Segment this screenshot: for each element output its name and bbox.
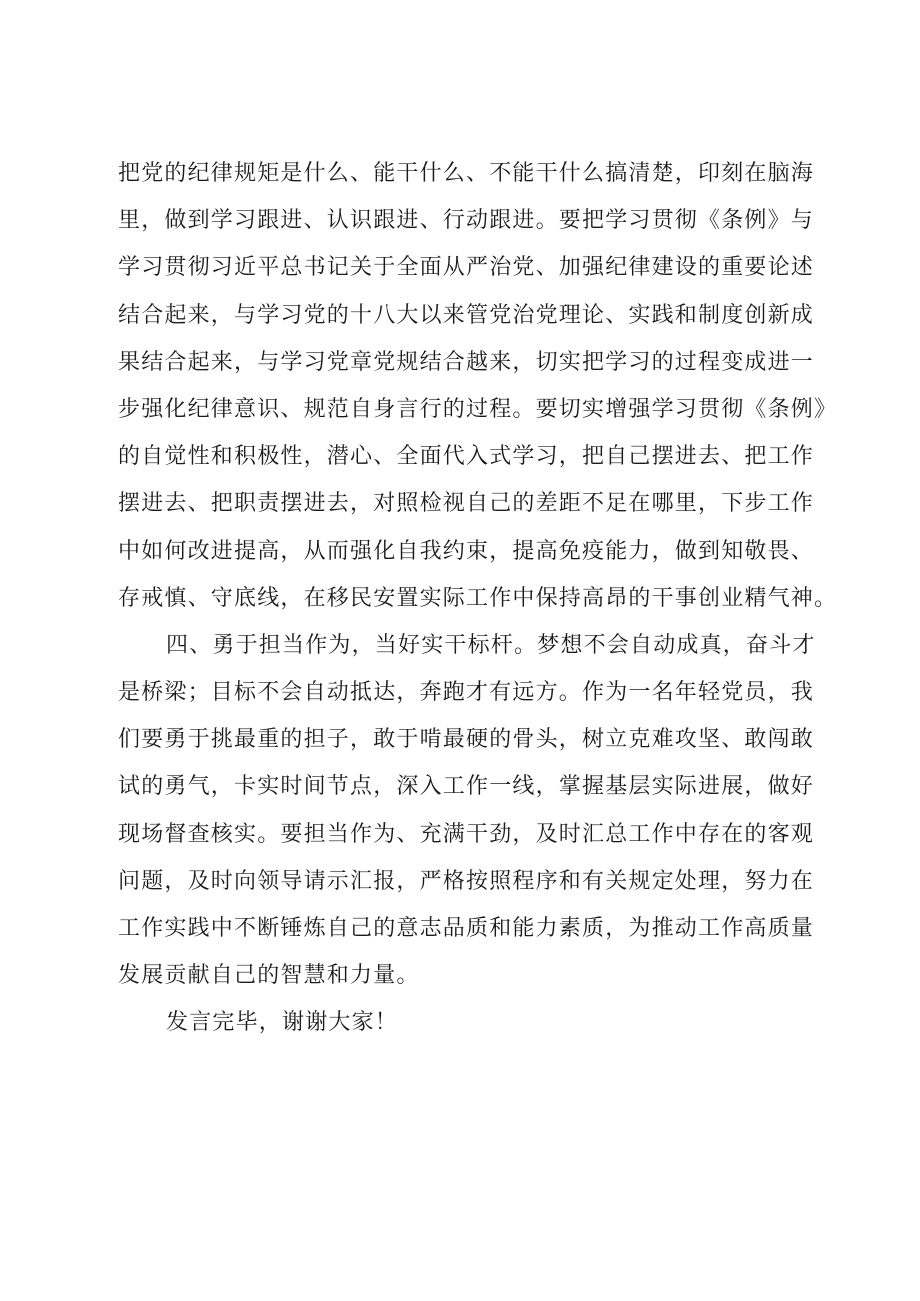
- text-line: 问题，及时向领导请示汇报，严格按照程序和有关规定处理，努力在: [118, 868, 815, 894]
- text-line: 存戒慎、守底线，在移民安置实际工作中保持高昂的干事创业精气神。: [118, 585, 838, 611]
- text-line: 发展贡献自己的智慧和力量。: [118, 963, 420, 989]
- text-line: 试的勇气，卡实时间节点，深入工作一线，掌握基层实际进展，做好: [118, 774, 815, 800]
- closing-line: 发言完毕，谢谢大家！: [166, 1010, 399, 1036]
- text-line: 是桥梁；目标不会自动抵达，奔跑才有远方。作为一名年轻党员，我: [118, 680, 815, 706]
- text-line: 们要勇于挑最重的担子，敢于啃最硬的骨头，树立克难攻坚、敢闯敢: [118, 727, 815, 753]
- text-line: 果结合起来，与学习党章党规结合越来，切实把学习的过程变成进一: [118, 349, 815, 375]
- paragraph-section-four: [118, 622, 816, 1000]
- text-line: 把党的纪律规矩是什么、能干什么、不能干什么搞清楚，印刻在脑海: [118, 161, 815, 186]
- paragraph-closing: [118, 999, 808, 1046]
- text-line: 现场督查核实。要担当作为、充满干劲，及时汇总工作中存在的客观: [118, 821, 815, 847]
- text-line-indented: 四、勇于担当作为，当好实干标杆。梦想不会自动成真，奋斗才: [166, 632, 816, 658]
- text-line: 结合起来，与学习党的十八大以来管党治党理论、实践和制度创新成: [118, 302, 815, 328]
- text-line: 中如何改进提高，从而强化自我约束，提高免疫能力，做到知敬畏、: [118, 538, 815, 564]
- text-line: 的自觉性和积极性，潜心、全面代入式学习，把自己摆进去、把工作: [118, 444, 815, 470]
- text-line: 摆进去、把职责摆进去，对照检视自己的差距不足在哪里，下步工作: [118, 491, 815, 517]
- document-body: [118, 150, 838, 1047]
- text-line: 步强化纪律意识、规范自身言行的过程。要切实增强学习贯彻《条例》: [118, 396, 838, 422]
- text-line: 里，做到学习跟进、认识跟进、行动跟进。要把学习贯彻《条例》与: [118, 208, 815, 234]
- text-line: 工作实践中不断锤炼自己的意志品质和能力素质，为推动工作高质量: [118, 916, 815, 941]
- paragraph-discipline-study: [118, 150, 838, 622]
- text-line: 学习贯彻习近平总书记关于全面从严治党、加强纪律建设的重要论述: [118, 255, 815, 281]
